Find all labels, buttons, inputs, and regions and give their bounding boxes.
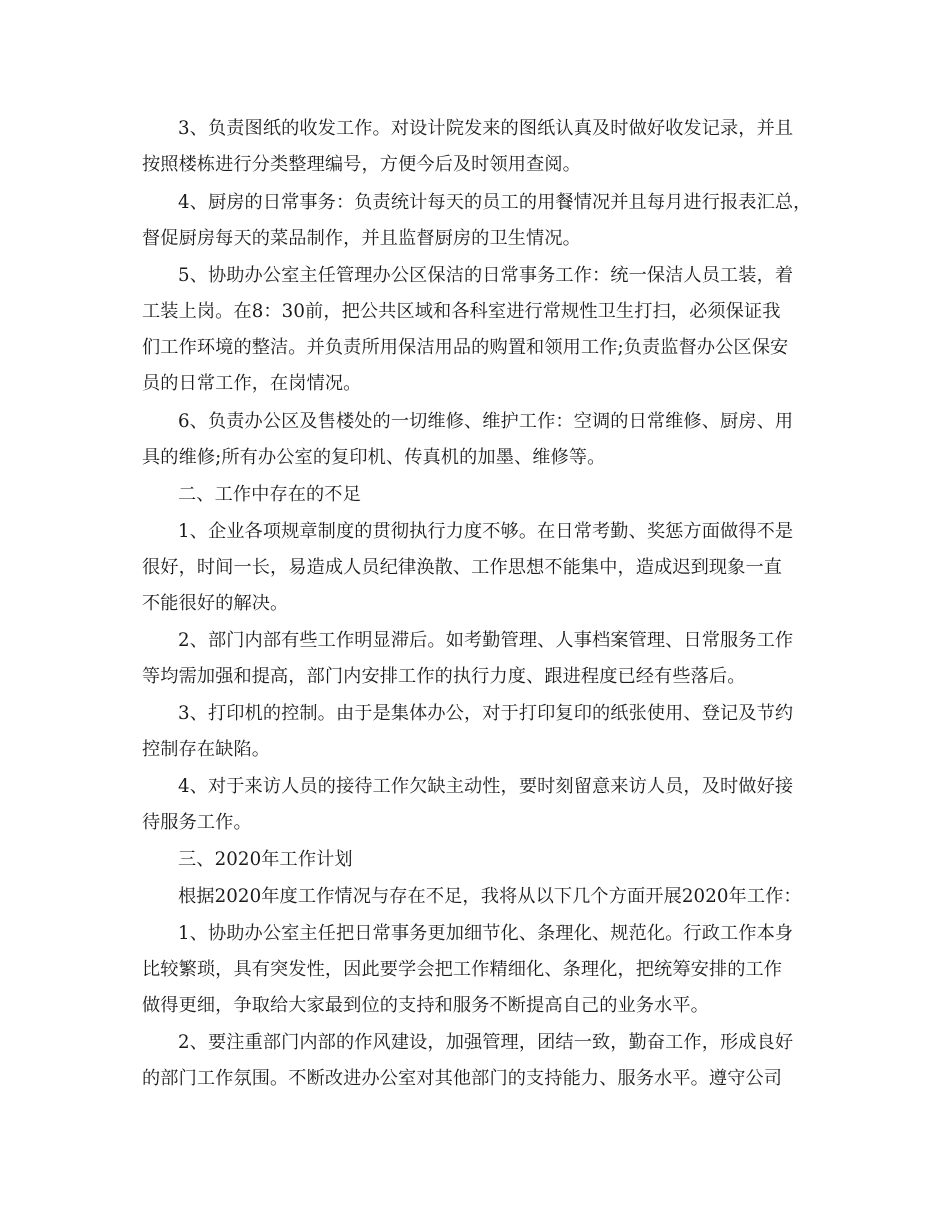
paragraph-5-line-3: 们工作环境的整洁。并负责所用保洁用品的购置和领用工作;负责监督办公区保安 bbox=[142, 337, 789, 358]
paragraph-6-line-2: 具的维修;所有办公室的复印机、传真机的加墨、维修等。 bbox=[142, 447, 606, 468]
plan-2-line-1: 2、要注重部门内部的作风建设，加强管理，团结一致，勤奋工作，形成良好 bbox=[178, 1032, 794, 1053]
paragraph-3-line-2: 按照楼栋进行分类整理编号，方便今后及时领用查阅。 bbox=[142, 154, 581, 175]
paragraph-5-line-1: 5、协助办公室主任管理办公区保洁的日常事务工作：统一保洁人员工装，着 bbox=[178, 265, 794, 286]
plan-1-line-3: 做得更细，争取给大家最到位的支持和服务不断提高自己的业务水平。 bbox=[142, 995, 709, 1016]
plan-1-line-1: 1、协助办公室主任把日常事务更加细节化、条理化、规范化。行政工作本身 bbox=[178, 923, 794, 944]
plan-2-line-2: 的部门工作氛围。不断改进办公室对其他部门的支持能力、服务水平。遵守公司 bbox=[142, 1068, 783, 1089]
paragraph-6-line-1: 6、负责办公区及售楼处的一切维修、维护工作：空调的日常维修、厨房、用 bbox=[178, 411, 794, 432]
issue-3-line-1: 3、打印机的控制。由于是集体办公，对于打印复印的纸张使用、登记及节约 bbox=[178, 703, 794, 724]
section-heading-3: 三、2020年工作计划 bbox=[178, 849, 353, 870]
issue-1-line-1: 1、企业各项规章制度的贯彻执行力度不够。在日常考勤、奖惩方面做得不是 bbox=[178, 521, 794, 542]
paragraph-4-line-1: 4、厨房的日常事务：负责统计每天的员工的用餐情况并且每月进行报表汇总， bbox=[178, 192, 812, 213]
issue-1-line-3: 不能很好的解决。 bbox=[142, 593, 289, 614]
plan-intro: 根据2020年度工作情况与存在不足，我将从以下几个方面开展2020年工作： bbox=[178, 886, 802, 907]
paragraph-3-line-1: 3、负责图纸的收发工作。对设计院发来的图纸认真及时做好收发记录，并且 bbox=[178, 118, 794, 139]
section-heading-2: 二、工作中存在的不足 bbox=[178, 484, 361, 505]
issue-2-line-2: 等均需加强和提高，部门内安排工作的执行力度、跟进程度已经有些落后。 bbox=[142, 666, 746, 687]
paragraph-5-line-2: 工装上岗。在8：30前，把公共区域和各科室进行常规性卫生打扫，必须保证我 bbox=[142, 301, 781, 322]
issue-4-line-2: 待服务工作。 bbox=[142, 812, 252, 833]
issue-4-line-1: 4、对于来访人员的接待工作欠缺主动性，要时刻留意来访人员，及时做好接 bbox=[178, 776, 794, 797]
issue-2-line-1: 2、部门内部有些工作明显滞后。如考勤管理、人事档案管理、日常服务工作 bbox=[178, 630, 794, 651]
paragraph-4-line-2: 督促厨房每天的菜品制作，并且监督厨房的卫生情况。 bbox=[142, 228, 581, 249]
issue-3-line-2: 控制存在缺陷。 bbox=[142, 739, 271, 760]
issue-1-line-2: 很好，时间一长，易造成人员纪律涣散、工作思想不能集中，造成迟到现象一直 bbox=[142, 557, 783, 578]
paragraph-5-line-4: 员的日常工作，在岗情况。 bbox=[142, 373, 362, 394]
plan-1-line-2: 比较繁琐，具有突发性，因此要学会把工作精细化、条理化，把统筹安排的工作 bbox=[142, 959, 783, 980]
